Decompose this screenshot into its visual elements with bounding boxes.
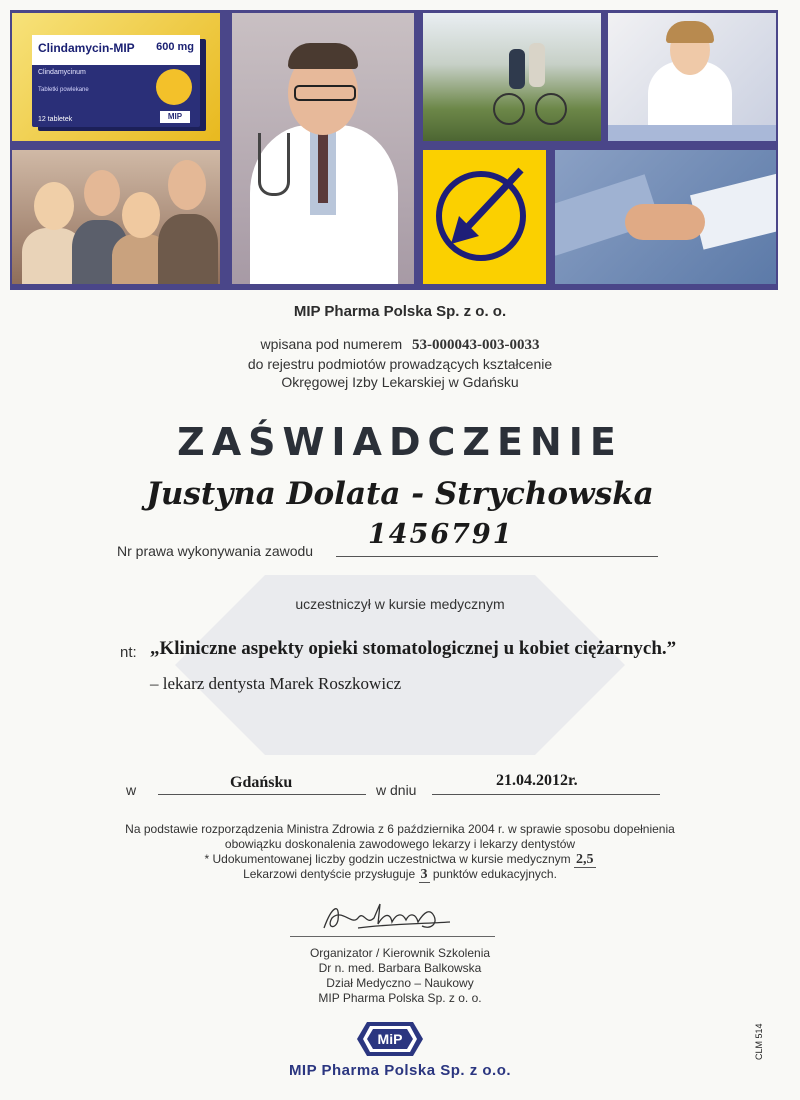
organizer-signature — [318, 898, 458, 934]
hours-line — [0, 852, 800, 867]
place-underline — [158, 794, 366, 795]
registration-line — [0, 336, 800, 354]
doctor-photo — [232, 13, 414, 284]
date-label: w dniu — [376, 782, 417, 798]
hours-value: 2,5 — [576, 852, 594, 867]
registration-prefix: wpisana pod numerem — [260, 336, 403, 352]
registration-number: 53-000043-003-0033 — [412, 337, 540, 353]
points-suffix: punktów edukacyjnych. — [432, 867, 557, 881]
legal-line-1: Na podstawie rozporządzenia Ministra Zdrowia z 6 października 2004 r. w sprawie sposobu dopełnienia — [125, 822, 675, 836]
product-qty: 12 tabletek — [38, 116, 73, 123]
product-stamp — [156, 69, 192, 105]
photo-banner — [10, 10, 778, 290]
organizer-name: Dr n. med. Barbara Balkowska — [318, 961, 482, 975]
registration-line-2: do rejestru podmiotów prowadzących kształcenie — [247, 356, 553, 372]
document-code: CLM 514 — [754, 1023, 764, 1060]
course-topic: „Kliniczne aspekty opieki stomatologicznej u kobiet ciężarnych.” — [150, 638, 677, 659]
handshake-photo — [555, 150, 776, 284]
logo-tile — [423, 150, 546, 284]
certificate-title: ZAŚWIADCZENIE — [177, 420, 623, 464]
license-number: 1456791 — [368, 519, 514, 550]
product-logo: MIP — [160, 111, 190, 123]
organizer-department: Dział Medyczno – Naukowy — [326, 976, 474, 990]
signature-line — [290, 936, 495, 937]
product-substance: Clindamycinum — [38, 69, 86, 76]
product-dose: 600 mg — [156, 41, 194, 53]
registration-line-3: Okręgowej Izby Lekarskiej w Gdańsku — [281, 374, 519, 390]
license-label: Nr prawa wykonywania zawodu — [117, 543, 314, 559]
footer-company: MIP Pharma Polska Sp. z o.o. — [288, 1062, 512, 1079]
points-prefix: Lekarzowi dentyście przysługuje — [243, 867, 416, 881]
organizer-company: MIP Pharma Polska Sp. z o. o. — [318, 991, 482, 1005]
cycling-photo — [423, 13, 601, 141]
date-underline — [432, 794, 660, 795]
product-box — [32, 35, 200, 127]
mip-logo — [357, 1020, 423, 1058]
points-value: 3 — [420, 867, 428, 882]
points-line — [0, 867, 800, 882]
place-value: Gdańsku — [230, 774, 293, 791]
mip-logo-text: MiP — [377, 1031, 403, 1047]
participation-text: uczestniczył w kursie medycznym — [295, 596, 505, 612]
mip-watermark — [175, 565, 625, 765]
organizer-role: Organizator / Kierownik Szkolenia — [309, 946, 491, 960]
hours-prefix: * Udokumentowanej liczby godzin uczestnictwa w kursie medycznym — [204, 852, 571, 866]
organization-title: MIP Pharma Polska Sp. z o. o. — [293, 303, 507, 320]
course-lecturer: – lekarz dentysta Marek Roszkowicz — [150, 674, 402, 693]
product-form: Tabletki powlekane — [38, 87, 89, 93]
license-underline — [336, 556, 658, 557]
place-label: w — [126, 782, 137, 798]
recipient-name: Justyna Dolata - Strychowska — [146, 476, 654, 512]
date-value: 21.04.2012r. — [496, 772, 578, 789]
topic-label: nt: — [120, 644, 137, 661]
product-photo — [12, 13, 220, 141]
arrow-circle-icon — [423, 150, 546, 284]
product-name: Clindamycin-MIP — [38, 41, 135, 55]
legal-line-2: obowiązku doskonalenia zawodowego lekarzy i lekarzy dentystów — [224, 837, 576, 851]
lab-photo — [608, 13, 776, 141]
family-photo — [12, 150, 220, 284]
